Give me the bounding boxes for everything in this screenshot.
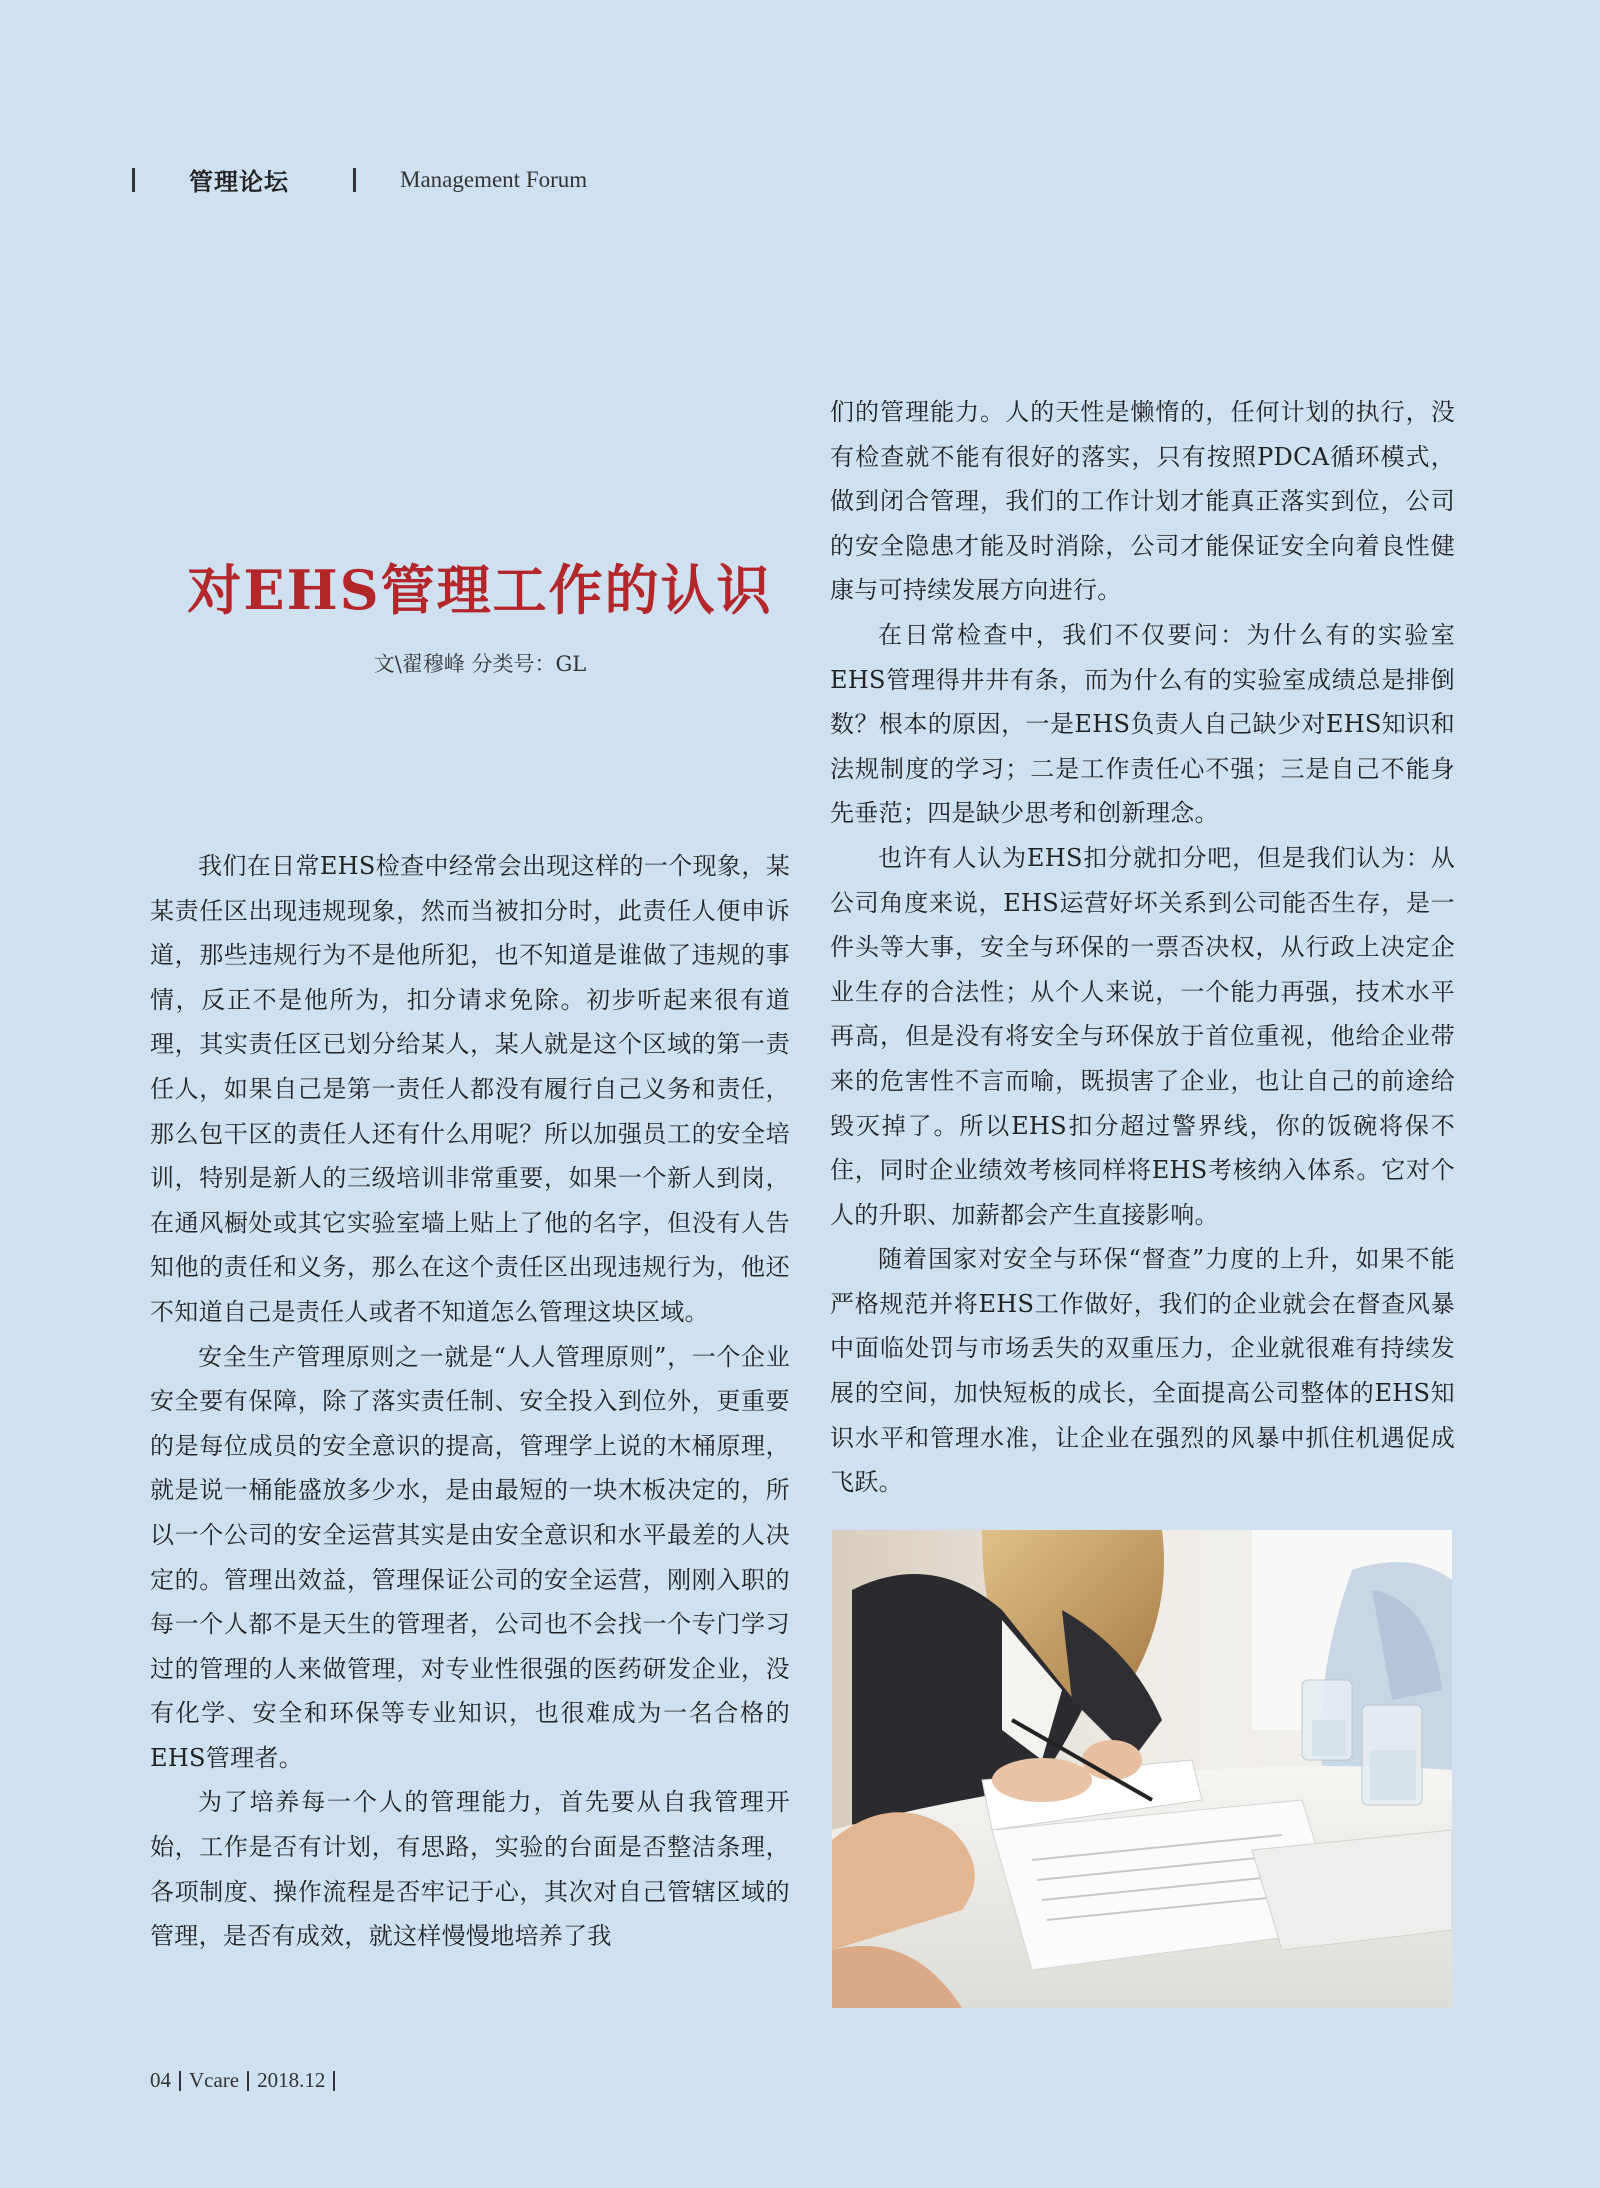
paragraph: 在日常检查中，我们不仅要问：为什么有的实验室EHS管理得井井有条，而为什么有的实验室成绩总是排倒数？根本的原因，一是EHS负责人自己缺少对EHS知识和法规制度的学习；二是工作责任心不强；三是自己不能身先垂范；四是缺少思考和创新理念。 bbox=[830, 620, 1455, 828]
page-footer bbox=[150, 2068, 343, 2093]
article-title: 对EHS管理工作的认识 bbox=[187, 558, 773, 622]
page-number: 04 bbox=[150, 2068, 171, 2092]
header-divider bbox=[353, 168, 356, 192]
footer-divider bbox=[247, 2071, 249, 2091]
paragraph: 也许有人认为EHS扣分就扣分吧，但是我们认为：从公司角度来说，EHS运营好坏关系到公司能否生存，是一件头等大事，安全与环保的一票否决权，从行政上决定企业生存的合法性；从个人来说，一个能力再强，技术水平再高，但是没有将安全与环保放于首位重视，他给企业带来的危害性不言而喻，既损害了企业，也让自己的前途给毁灭掉了。所以EHS扣分超过警界线，你的饭碗将保不住，同时企业绩效考核同样将EHS考核纳入体系。它对个人的升职、加薪都会产生直接影响。 bbox=[830, 843, 1455, 1229]
paragraph: 我们在日常EHS检查中经常会出现这样的一个现象，某某责任区出现违规现象，然而当被扣分时，此责任人便申诉道，那些违规行为不是他所犯，也不知道是谁做了违规的事情，反正不是他所为，扣分请求免除。初步听起来很有道理，其实责任区已划分给某人，某人就是这个区域的第一责任人，如果自己是第一责任人都没有履行自己义务和责任，那么包干区的责任人还有什么用呢？所以加强员工的安全培训，特别是新人的三级培训非常重要，如果一个新人到岗，在通风橱处或其它实验室墙上贴上了他的名字，但没有人告知他的责任和义务，那么在这个责任区出现违规行为，他还不知道自己是责任人或者不知道怎么管理这块区域。 bbox=[150, 852, 790, 1326]
page-header bbox=[132, 162, 587, 197]
magazine-name: Vcare bbox=[189, 2068, 240, 2092]
footer-divider bbox=[179, 2071, 181, 2091]
paragraph: 们的管理能力。人的天性是懒惰的，任何计划的执行，没有检查就不能有很好的落实，只有按照PDCA循环模式，做到闭合管理，我们的工作计划才能真正落实到位，公司的安全隐患才能及时消除，公司才能保证安全向着良性健康与可持续发展方向进行。 bbox=[830, 398, 1455, 605]
paragraph: 安全生产管理原则之一就是“人人管理原则”，一个企业安全要有保障，除了落实责任制、安全投入到位外，更重要的是每位成员的安全意识的提高，管理学上说的木桶原理，就是说一桶能盛放多少水，是由最短的一块木板决定的，所以一个公司的安全运营其实是由安全意识和水平最差的人决定的。管理出效益，管理保证公司的安全运营，刚刚入职的每一个人都不是天生的管理者，公司也不会找一个专门学习过的管理的人来做管理，对专业性很强的医药研发企业，没有化学、安全和环保等专业知识，也很难成为一名合格的EHS管理者。 bbox=[150, 1342, 790, 1772]
paragraph: 为了培养每一个人的管理能力，首先要从自我管理开始，工作是否有计划，有思路，实验的台面是否整洁条理，各项制度、操作流程是否牢记于心，其次对自己管辖区域的管理，是否有成效，就这样慢慢地培养了我 bbox=[150, 1788, 790, 1951]
paragraph: 随着国家对安全与环保“督查”力度的上升，如果不能严格规范并将EHS工作做好，我们的企业就会在督查风暴中面临处罚与市场丢失的双重压力，企业就很难有持续发展的空间，加快短板的成长，全面提高公司整体的EHS知识水平和管理水准，让企业在强烈的风暴中抓住机遇促成飞跃。 bbox=[830, 1245, 1455, 1497]
section-title-en: Management Forum bbox=[400, 166, 588, 192]
header-divider bbox=[132, 168, 135, 192]
footer-divider bbox=[333, 2071, 335, 2091]
article-photo bbox=[832, 1530, 1452, 2008]
meeting-illustration bbox=[832, 1530, 1452, 2008]
article-byline: 文\翟穆峰 分类号：GL bbox=[373, 652, 587, 676]
right-column bbox=[830, 390, 1455, 1505]
left-column bbox=[150, 844, 790, 1959]
issue-date: 2018.12 bbox=[257, 2068, 326, 2092]
section-title-cn: 管理论坛 bbox=[189, 168, 289, 196]
